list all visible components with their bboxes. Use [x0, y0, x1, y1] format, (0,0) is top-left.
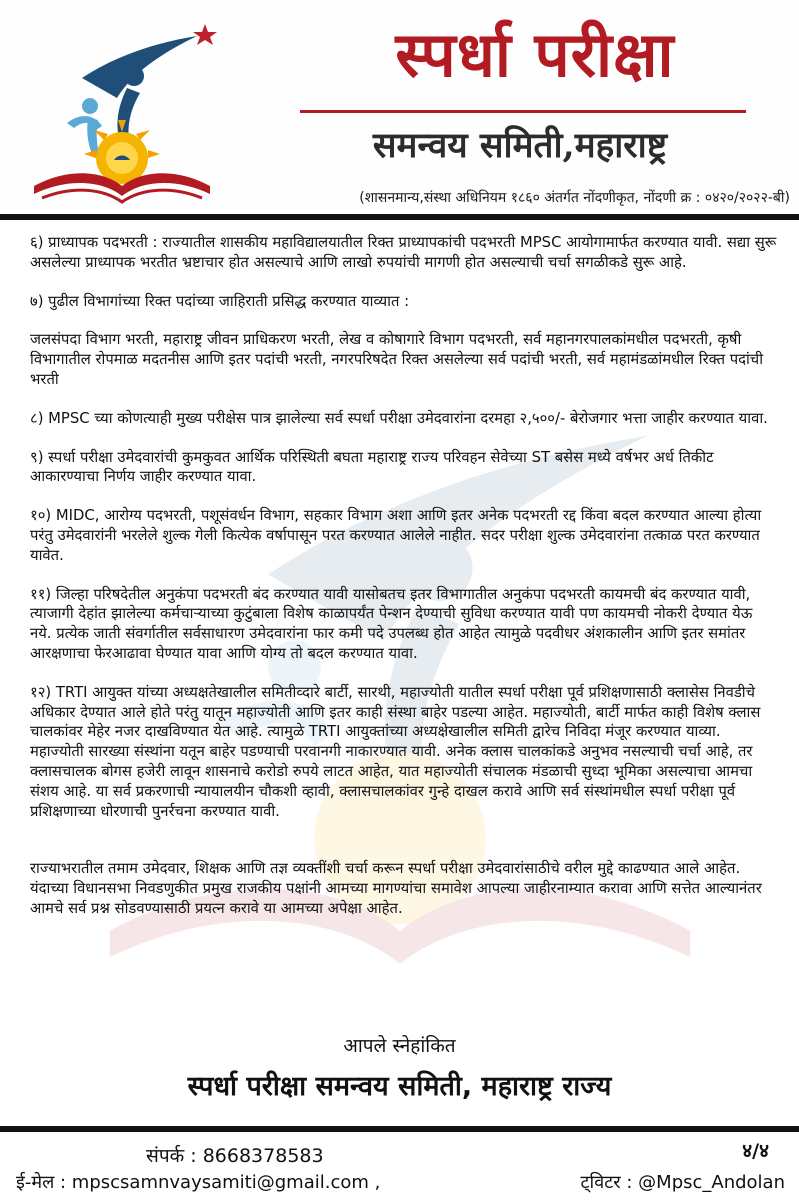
signature: स्पर्धा परीक्षा समन्वय समिती, महाराष्ट्र राज्य [187, 1071, 612, 1102]
closing-block [0, 1032, 799, 1103]
letterhead [0, 0, 799, 214]
point-12: १२) TRTI आयुक्त यांच्या अध्यक्षतेखालील समितीव्दारे बार्टी, सारथी, महाज्योती यातील स्पर्धा परीक्षा पूर्व प्रशिक्षणासाठी क्लासेस निवडीचे अधिकार देण्यात आले होते परंतु यातून महाज्योती आणि इतर काही संस्था बाहेर पडल्या आहेत. महाज्योती, बार्टी मार्फत काही विशेष क्लास चालकांवर मेहेर नजर दाखविण्यात येत आहे. त्यामुळे TRTI आयुक्तांच्या अध्यक्षेखालील समिती द्वारेच निविदा मंजूर करण्यात याव्या. महाज्योती सारख्या संस्थांना यतून बाहेर पडण्याची परवानगी नाकारण्यात यावी. अनेक क्लास चालकांकडे अनुभव नसल्याची चर्चा आहे, तर क्लासचालक बोगस हजेरी लावून शासनाचे करोडो रुपये लाटत आहेत, यात महाज्योती संचालक मंडळाची सुध्दा भूमिका असल्याचा आमचा संशय आहे. या सर्व प्रकरणाची न्यायालयीन चौकशी व्हावी, क्लासचालकांवर गुन्हे दाखल करावे आणि सर्व संस्थांमधील स्पर्धा परीक्षा पूर्व प्रशिक्षणाच्या धोरणाची पुनर्रचना करण्यात यावी. [30, 683, 761, 820]
registration-line: (शासनमान्य,संस्था अधिनियम १८६० अंतर्गत नोंदणीकृत, नोंदणी क्र : ०४२०/२०२२-बी) [359, 190, 790, 206]
child-head-icon [82, 98, 98, 114]
header-divider [0, 214, 799, 220]
footer-divider [0, 1126, 799, 1132]
point-7-details: जलसंपदा विभाग भरती, महाराष्ट्र जीवन प्राधिकरण भरती, लेख व कोषागारे विभाग पदभरती, सर्व महानगरपालकांमधील पदभरती, कृषी विभागातील रोपमाळ मदतनीस आणि इतर पदांची भरती, नगरपरिषदेत रिक्त असलेल्या सर्व पदांची भरती, सर्व महामंडळांमधील रिक्त पदांची भरती [30, 331, 764, 388]
point-8: ८) MPSC च्या कोणत्याही मुख्य परीक्षेस पात्र झालेल्या सर्व स्पर्धा परीक्षा उमेदवारांना दरमहा २,५००/- बेरोजगार भत्ता जाहीर करण्यात यावा. [30, 409, 768, 427]
point-7: ७) पुढील विभागांच्या रिक्त पदांच्या जाहिराती प्रसिद्ध करण्यात याव्यात : [30, 292, 410, 310]
conclusion-paragraph: राज्याभरातील तमाम उमेदवार, शिक्षक आणि तज्ञ व्यक्तींशी चर्चा करून स्पर्धा परीक्षा उमेदवारांसाठीचे वरील मुद्दे काढण्यात आले आहेत. यंदाच्या विधानसभा निवडणुकीत प्रमुख राजकीय पक्षांनी आमच्या मागण्यांचा समावेश आपल्या जाहीरनाम्यात करावा आणि सत्तेत आल्यानंतर आमचे सर्व प्रश्न सोडवण्यासाठी प्रयत्न करावे या आमच्या अपेक्षा आहेत. [30, 860, 762, 917]
point-10: १०) MIDC, आरोग्य पदभरती, पशूसंवर्धन विभाग, सहकार विभाग अशा आणि इतर अनेक पदभरती रद्द किंवा बदल करण्यात आल्या होत्या परंतु उमेदवारांनी भरलेले शुल्क गेली कित्येक वर्षापासून परत करण्यात आलेले नाहीत. सदर परीक्षा शुल्क उमेदवारांना तत्काळ परत करण्यात यावेत. [30, 507, 762, 564]
contact-email: ई-मेल : mpscsamnvaysamiti@gmail.com , [16, 1172, 381, 1193]
star-icon [193, 24, 217, 45]
point-9: ९) स्पर्धा परीक्षा उमेदवारांची कुमकुवत आर्थिक परिस्थिती बघता महाराष्ट्र राज्य परिवहन सेवेच्या ST बसेस मध्ये वर्षभर अर्ध तिकीट आकारण्याचा निर्णय जाहीर करण्यात यावा. [30, 448, 714, 486]
title-underline [300, 110, 746, 113]
letter-body [30, 233, 778, 938]
point-11: ११) जिल्हा परिषदेतील अनुकंपा पदभरती बंद करण्यात यावी यासोबतच इतर विभागातील अनुकंपा पदभरती कायमची बंद करण्यात यावी, त्याजागी देहांत झालेल्या कर्मचाऱ्याच्या कुटुंबाला विशेष काळापर्यंत पेन्शन देण्याची सुविधा करण्यात यावी पण कायमची नोकरी देण्यात येऊ नये. प्रत्येक जाती संवर्गातील सर्वसाधारण उमेदवारांना फार कमी पदे उपलब्ध होत आहेत त्यामुळे पदवीधर अंशकालीन आणि इतर समांतर आरक्षणाचा फेरआढावा घेण्यात यावा आणि योग्य तो बदल करण्यात यावा. [30, 585, 753, 662]
organization-logo [22, 18, 222, 208]
swoosh-icon [82, 36, 197, 98]
page-number: ४/४ [742, 1140, 769, 1162]
page-subtitle: समन्वय समिती,महाराष्ट्र [372, 125, 668, 166]
page-title: स्पर्धा परीक्षा [395, 18, 675, 91]
point-6: ६) प्राध्यापक पदभरती : राज्यातील शासकीय महाविद्यालयातील रिक्त प्राध्यापकांची पदभरती MPSC आयोगामार्फत करण्यात यावी. सद्या सुरू असलेल्या प्राध्यापक भरतीत भ्रष्टाचार होत असल्याचे आणि लाखो रुपयांची मागणी होत असल्याची चर्चा सगळीकडे सुरू आहे. [30, 234, 777, 271]
contact-phone: संपर्क : 8668378583 [146, 1145, 324, 1167]
contact-twitter: ट्विटर : @Mpsc_Andolan [580, 1172, 785, 1193]
figure-head-icon [124, 66, 144, 86]
closing-greeting: आपले स्नेहांकित [343, 1035, 456, 1057]
